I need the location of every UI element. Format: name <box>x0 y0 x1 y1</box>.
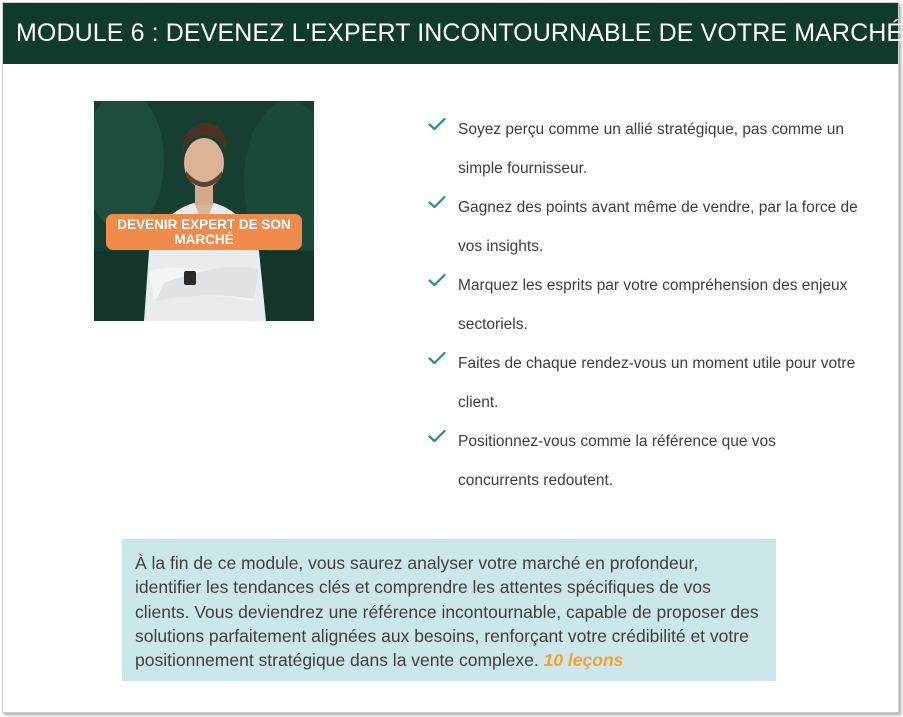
check-icon <box>428 351 446 365</box>
summary-text: À la fin de ce module, vous saurez analyser votre marché en profondeur, identifier les tendances clés et comprendre les attentes spécifiques de vos clients. Vous deviendrez une référence incontournable, capable de proposer des solutions parfaitement alignées aux besoins, renforçant votre crédibilité et votre positionnement stratégique dans la vente complexe. <box>135 553 759 671</box>
benefit-text: Positionnez-vous comme la référence que vos concurrents redoutent. <box>458 433 776 489</box>
list-item <box>428 344 858 422</box>
benefit-text: Soyez perçu comme un allié stratégique, pas comme un simple fournisseur. <box>458 121 844 177</box>
lessons-count: 10 leçons <box>543 650 624 671</box>
list-item <box>428 188 858 266</box>
check-icon <box>428 429 446 443</box>
module-summary <box>122 539 776 681</box>
thumbnail-badge: DEVENIR EXPERT DE SON MARCHÉ <box>106 214 302 250</box>
list-item <box>428 110 858 188</box>
module-title: MODULE 6 : DEVENEZ L'EXPERT INCONTOURNABLE DE VOTRE MARCHÉ <box>16 19 903 47</box>
list-item <box>428 266 858 344</box>
check-icon <box>428 273 446 287</box>
benefit-text: Gagnez des points avant même de vendre, par la force de vos insights. <box>458 199 858 255</box>
benefit-text: Marquez les esprits par votre compréhension des enjeux sectoriels. <box>458 277 848 333</box>
expert-portrait-image <box>94 101 314 321</box>
module-header <box>3 3 903 64</box>
list-item <box>428 422 858 500</box>
check-icon <box>428 117 446 131</box>
check-icon <box>428 195 446 209</box>
module-thumbnail <box>94 101 314 321</box>
benefits-list <box>428 110 858 500</box>
benefit-text: Faites de chaque rendez-vous un moment utile pour votre client. <box>458 355 856 411</box>
